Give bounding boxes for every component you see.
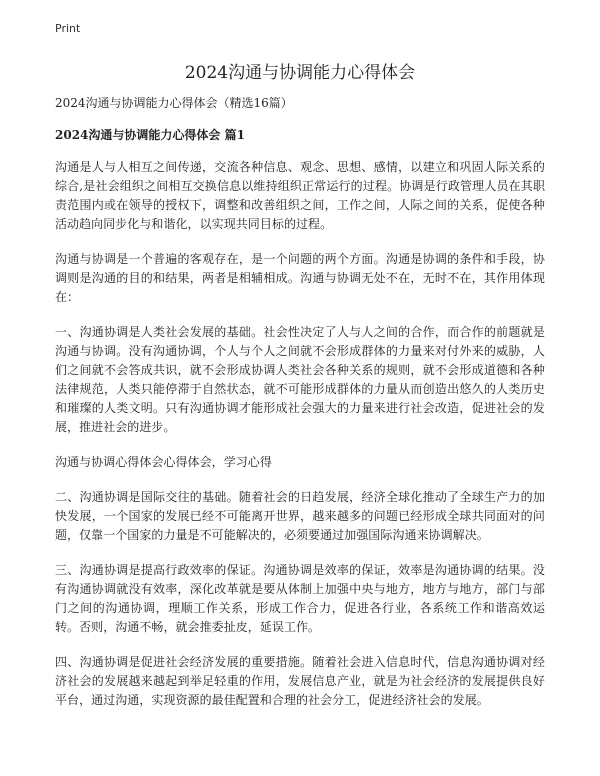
- paragraph-overview: 沟通与协调是一个普遍的客观存在，是一个问题的两个方面。沟通是协调的条件和手段，协调则是沟通的目的和结果，两者是相辅相成。沟通与协调无处不在，无时不在，其作用体现在：: [55, 252, 545, 304]
- paragraph-point-two: 二、沟通协调是国际交往的基础。随着社会的日趋发展，经济全球化推动了全球生产力的加快发展，一个国家的发展已经不可能离开世界，越来越多的问题已经形成全球共同面对的问题，仅靠一个国家的力量是不可能解决的，必须要通过加强国际沟通来协调解决。: [55, 490, 545, 542]
- paragraph-point-three: 三、沟通协调是提高行政效率的保证。沟通协调是效率的保证，效率是沟通协调的结果。没有沟通协调就没有效率，深化改革就是要从体制上加强中央与地方，地方与地方，部门与部门之间的沟通协调，理顺工作关系，形成工作合力，促进各行业，各系统工作和谐高效运转。否则，沟通不畅，就会推委扯皮，延误工作。: [55, 563, 545, 634]
- section-heading: 2024沟通与协调能力心得体会 篇1: [55, 128, 245, 142]
- paragraph-point-four: 四、沟通协调是促进社会经济发展的重要措施。随着社会进入信息时代，信息沟通协调对经济社会的发展越来越起到举足轻重的作用，发展信息产业，就是为社会经济的发展提供良好平台，通过沟通，实现资源的最佳配置和合理的社会分工，促进经济社会的发展。: [55, 655, 545, 707]
- paragraph-definition: 沟通是人与人相互之间传递，交流各种信息、观念、思想、感情，以建立和巩固人际关系的综合,是社会组织之间相互交换信息以维持组织正常运行的过程。协调是行政管理人员在其职责范围内或在领导的授权下，调整和改善组织之间，工作之间，人际之间的关系，促使各种活动趋向同步化与和谐化，以实现共同目标的过程。: [55, 160, 545, 231]
- document-body: [55, 94, 545, 726]
- print-link[interactable]: Print: [55, 22, 81, 35]
- paragraph-point-one: 一、沟通协调是人类社会发展的基础。社会性决定了人与人之间的合作，而合作的前题就是沟通与协调。没有沟通协调，个人与个人之间就不会形成群体的力量来对付外来的威胁，人们之间就不会答成共识，就不会形成协调人类社会各种关系的规则，就不会形成道德和各种法律规范，人类只能停滞于自然状态，就不可能形成群体的力量从而创造出悠久的人类历史和璀璨的人类文明。只有沟通协调才能形成社会强大的力量来进行社会改造，促进社会的发展，推进社会的进步。: [55, 325, 545, 434]
- document-subtitle: 2024沟通与协调能力心得体会（精选16篇）: [55, 96, 293, 110]
- paragraph-interlude: 沟通与协调心得体会心得体会，学习心得: [55, 455, 272, 469]
- document-title: 2024沟通与协调能力心得体会: [184, 63, 416, 83]
